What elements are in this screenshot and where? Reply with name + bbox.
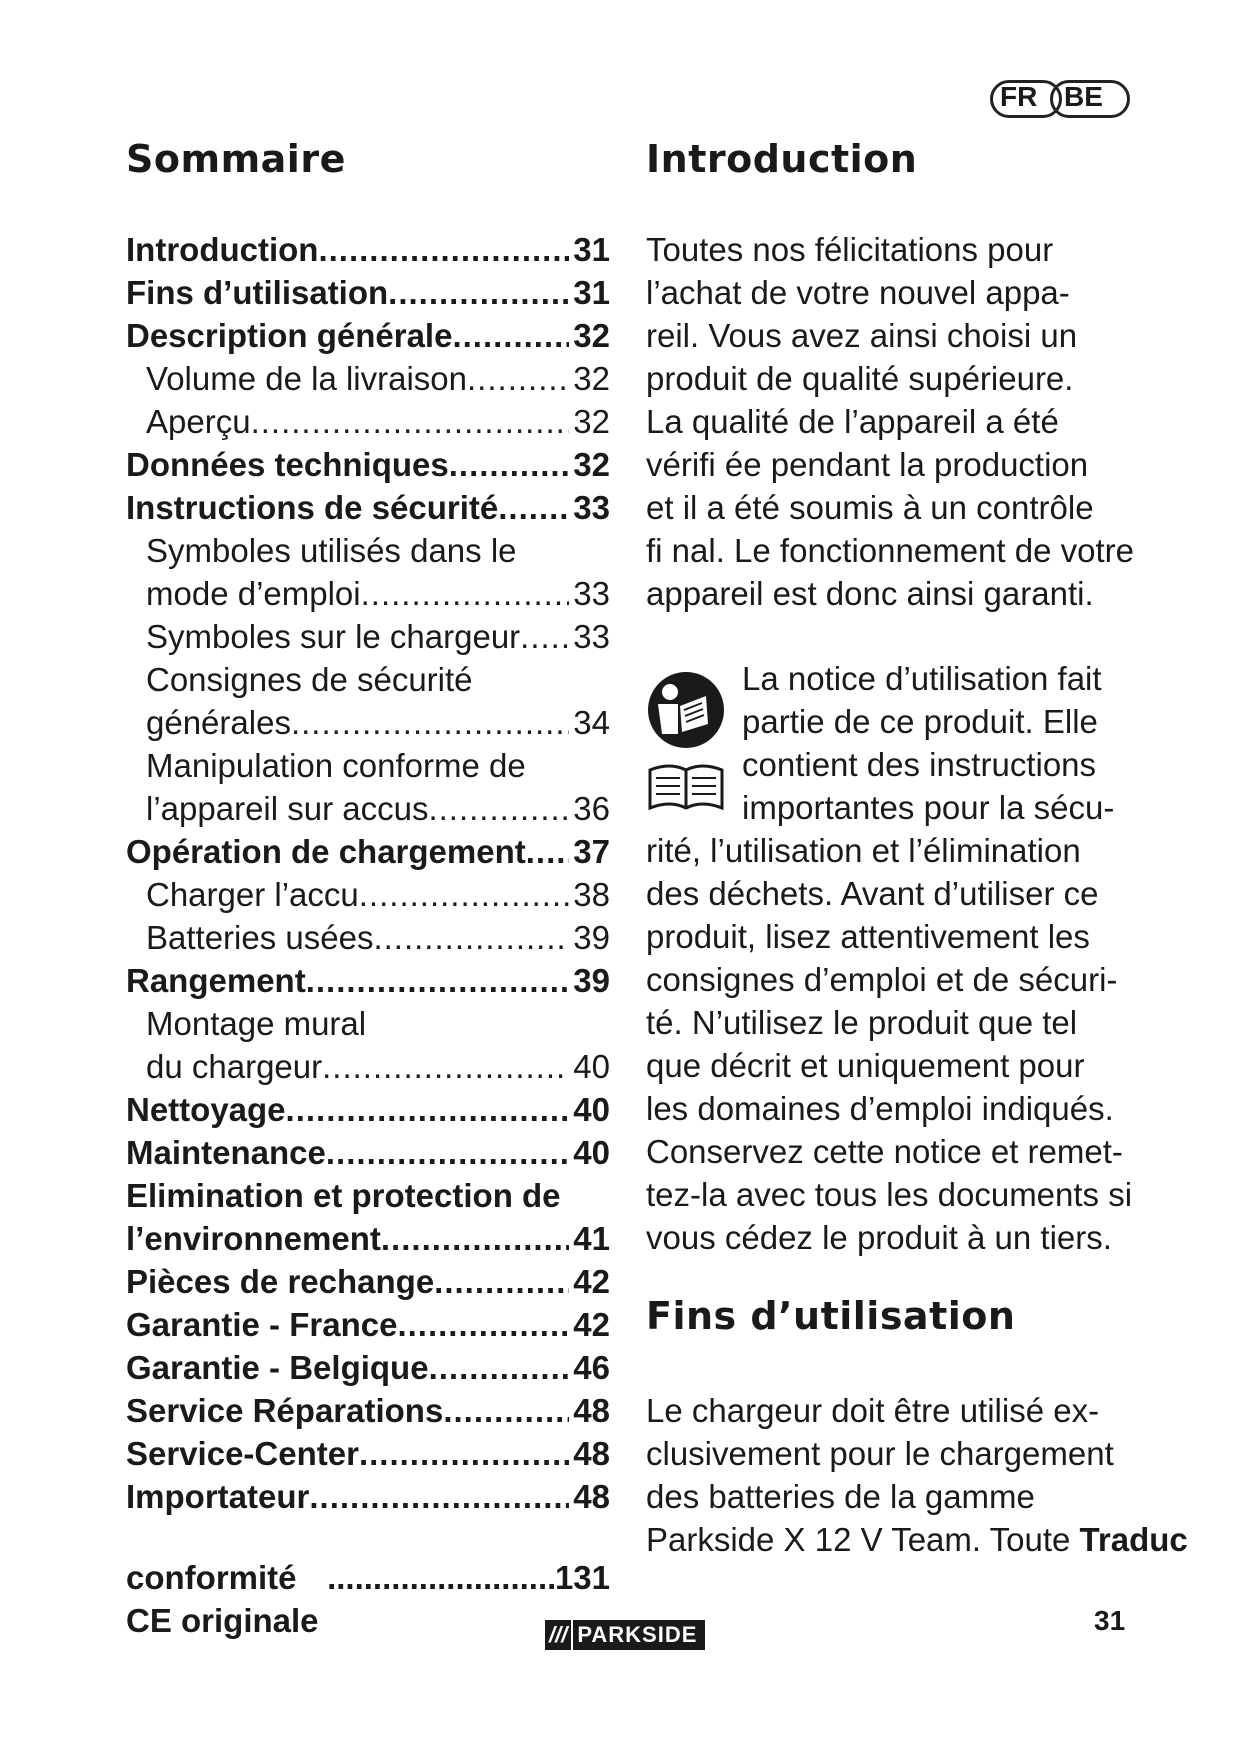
- toc-entry[interactable]: Instructions de sécurité ..... 33: [126, 486, 610, 529]
- notice-paragraph: La notice d’utilisation fait partie de ce produit. Elle contient des instructions importantes pour la sécu- rité, l’utilisation et l’élimination des déchets. Avant d’utiliser ce produit, lisez attentivement les consignes d’emploi et de sécuri- té. N’utilisez le produit que tel que décrit et uniquement pour les domaines d’emploi indiqués. Conservez cette notice et remet- tez-la avec tous les documents si vous cédez le produit à un tiers.: [646, 660, 1133, 1256]
- toc-entry[interactable]: Aperçu ..... 32: [126, 400, 610, 443]
- toc-entry[interactable]: Symboles sur le chargeur ..... 33: [126, 615, 610, 658]
- ce-title: conformité CE originale: [126, 1559, 319, 1639]
- toc-entry[interactable]: Batteries usées ..... 39: [126, 916, 610, 959]
- toc-entry[interactable]: Données techniques ..... 32: [126, 443, 610, 486]
- toc-entry[interactable]: l’environnement ..... 41: [126, 1217, 610, 1260]
- toc-entry[interactable]: Importateur ..... 48: [126, 1475, 610, 1518]
- toc-entry[interactable]: du chargeur ..... 40: [126, 1045, 610, 1088]
- toc-entry[interactable]: Nettoyage ..... 40: [126, 1088, 610, 1131]
- toc-entry[interactable]: Maintenance ..... 40: [126, 1131, 610, 1174]
- fins-paragraph: Le chargeur doit être utilisé ex- clusivement pour le chargement des batteries de la gamme Parkside X 12 V Team. Toute Traduc: [646, 1392, 1188, 1558]
- toc-entry[interactable]: générales ..... 34: [126, 701, 610, 744]
- toc-entry[interactable]: Charger l’accu ..... 38: [126, 873, 610, 916]
- page-number: 31: [1094, 1605, 1126, 1636]
- toc-entry[interactable]: Garantie - France ..... 42: [126, 1303, 610, 1346]
- intro-paragraph: Toutes nos félicitations pour l’achat de votre nouvel appa- reil. Vous avez ainsi choisi un produit de qualité supérieure. La qualité de l’appareil a été vérifi ée pendant la production et il a été soumis à un contrôle fi nal. Le fonctionnement de votre appareil est donc ainsi garanti.: [646, 231, 1134, 612]
- toc-entry[interactable]: Introduction ..... 31: [126, 228, 610, 271]
- parkside-logo: /// PARKSIDE: [545, 1620, 705, 1650]
- toc-entry-ce[interactable]: [126, 1556, 610, 1642]
- toc-entry[interactable]: Symboles utilisés dans le: [146, 532, 517, 569]
- toc-entry[interactable]: Rangement ..... 39: [126, 959, 610, 1002]
- toc-entry[interactable]: Manipulation conforme de: [146, 747, 526, 784]
- toc-entry[interactable]: Pièces de rechange ..... 42: [126, 1260, 610, 1303]
- toc-entry[interactable]: Volume de la livraison ..... 32: [126, 357, 610, 400]
- toc-entry[interactable]: Montage mural: [146, 1005, 367, 1042]
- toc-heading: Sommaire: [126, 137, 346, 181]
- toc-entry[interactable]: Consignes de sécurité: [146, 661, 473, 698]
- intro-heading: Introduction: [646, 137, 918, 181]
- toc-entry[interactable]: Service-Center ..... 48: [126, 1432, 610, 1475]
- toc-entry[interactable]: l’appareil sur accus ..... 36: [126, 787, 610, 830]
- toc-entry[interactable]: Elimination et protection de: [126, 1177, 561, 1214]
- fins-heading: Fins d’utilisation: [646, 1294, 1016, 1338]
- toc-entry[interactable]: Service Réparations ..... 48: [126, 1389, 610, 1432]
- lang-be: BE: [1064, 81, 1103, 112]
- table-of-contents: [126, 228, 610, 1518]
- ce-page: 131: [554, 1559, 610, 1596]
- lang-fr: FR: [1000, 81, 1038, 112]
- toc-entry[interactable]: Fins d’utilisation ..... 31: [126, 271, 610, 314]
- toc-entry[interactable]: Garantie - Belgique ..... 46: [126, 1346, 610, 1389]
- toc-entry[interactable]: Opération de chargement ..... 37: [126, 830, 610, 873]
- toc-entry[interactable]: Description générale ..... 32: [126, 314, 610, 357]
- toc-entry[interactable]: mode d’emploi ..... 33: [126, 572, 610, 615]
